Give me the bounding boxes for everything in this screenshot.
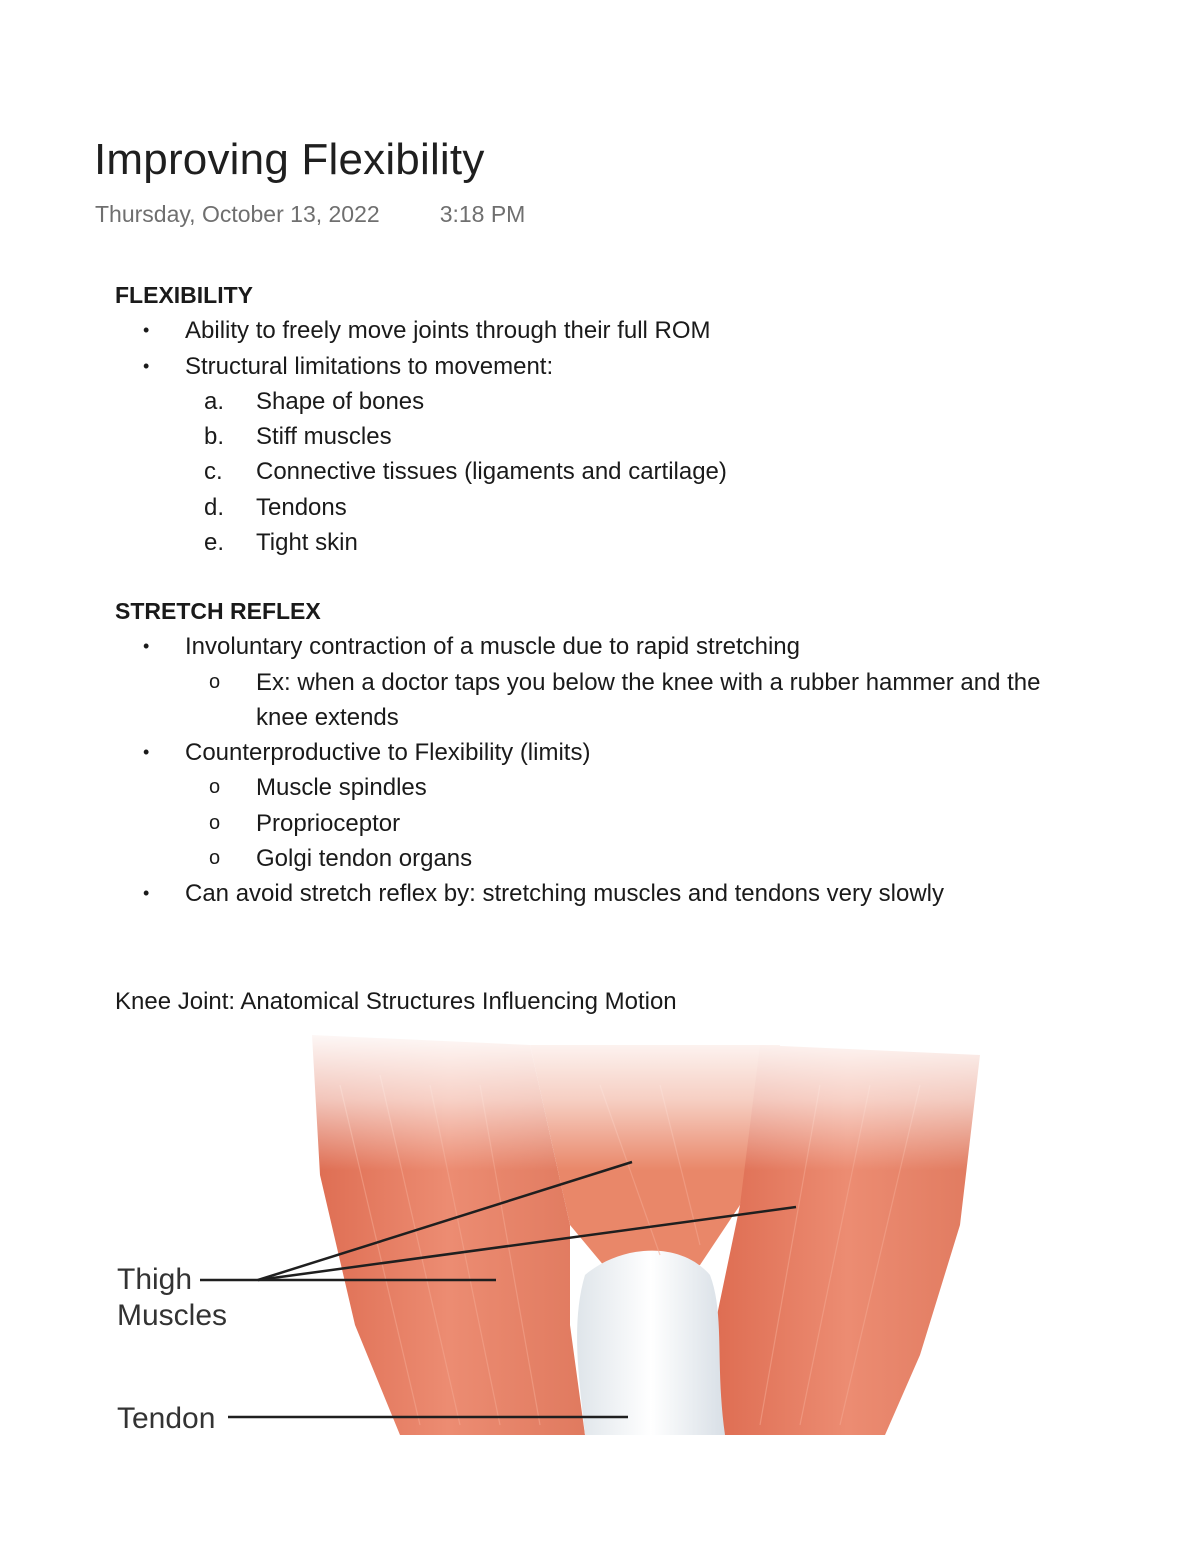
label-thigh-line2: Muscles bbox=[117, 1299, 228, 1332]
flexibility-heading: FLEXIBILITY bbox=[115, 282, 253, 308]
list-item-text: Stiff muscles bbox=[256, 423, 392, 451]
note-date: Thursday, October 13, 2022 bbox=[95, 201, 380, 227]
list-item-text: Counterproductive to Flexibility (limits) bbox=[185, 739, 591, 767]
list-item bbox=[115, 384, 727, 419]
list-item bbox=[115, 876, 1086, 911]
list-item-text: Ex: when a doctor taps you below the knee with a rubber hammer and the knee extends bbox=[256, 668, 1041, 731]
letter-marker: e. bbox=[204, 529, 225, 557]
circle-marker: o bbox=[209, 847, 221, 870]
stretch-reflex-section bbox=[115, 594, 1086, 912]
list-item bbox=[115, 806, 1086, 841]
list-item-text: Involuntary contraction of a muscle due to rapid stretching bbox=[185, 633, 800, 661]
list-item-text: Shape of bones bbox=[256, 387, 425, 415]
list-item-text: Structural limitations to movement: bbox=[185, 352, 554, 380]
limitations-list bbox=[115, 384, 727, 560]
note-timestamp bbox=[95, 199, 525, 229]
list-item-text: Proprioceptor bbox=[256, 809, 401, 837]
list-item bbox=[115, 665, 1086, 736]
list-item-text: Tendons bbox=[256, 493, 347, 521]
list-item bbox=[115, 349, 727, 384]
list-item bbox=[115, 629, 1086, 664]
list-item bbox=[115, 525, 727, 560]
bullet-marker: • bbox=[143, 883, 150, 904]
letter-marker: c. bbox=[204, 458, 223, 486]
list-item-text: Ability to freely move joints through their full ROM bbox=[185, 317, 711, 345]
bullet-marker: • bbox=[143, 355, 150, 376]
note-time: 3:18 PM bbox=[439, 201, 526, 227]
list-item bbox=[115, 770, 1086, 805]
label-tendon: Tendon bbox=[117, 1402, 216, 1435]
list-item bbox=[115, 313, 727, 348]
list-item bbox=[115, 841, 1086, 876]
flexibility-section bbox=[115, 278, 727, 560]
circle-marker: o bbox=[209, 776, 221, 799]
flexibility-list bbox=[115, 313, 727, 384]
letter-marker: a. bbox=[204, 387, 225, 415]
bullet-marker: • bbox=[143, 320, 150, 341]
stretch-reflex-heading: STRETCH REFLEX bbox=[115, 598, 321, 624]
circle-marker: o bbox=[209, 670, 221, 693]
list-item bbox=[115, 490, 727, 525]
page-title: Improving Flexibility bbox=[94, 135, 485, 184]
list-item bbox=[115, 735, 1086, 770]
knee-anatomy-figure bbox=[100, 1025, 1000, 1440]
list-item-text: Can avoid stretch reflex by: stretching muscles and tendons very slowly bbox=[185, 880, 945, 908]
bullet-marker: • bbox=[143, 742, 150, 763]
figure-caption: Knee Joint: Anatomical Structures Influencing Motion bbox=[115, 988, 677, 1015]
letter-marker: d. bbox=[204, 493, 225, 521]
list-item-text: Golgi tendon organs bbox=[256, 845, 473, 873]
list-item-text: Muscle spindles bbox=[256, 774, 427, 802]
stretch-reflex-list bbox=[115, 629, 1086, 911]
circle-marker: o bbox=[209, 811, 221, 834]
list-item bbox=[115, 454, 727, 489]
list-item-text: Tight skin bbox=[256, 529, 358, 557]
list-item bbox=[115, 419, 727, 454]
bullet-marker: • bbox=[143, 636, 150, 657]
letter-marker: b. bbox=[204, 423, 225, 451]
list-item-text: Connective tissues (ligaments and cartilage) bbox=[256, 458, 727, 486]
label-thigh-line1: Thigh bbox=[117, 1263, 193, 1296]
